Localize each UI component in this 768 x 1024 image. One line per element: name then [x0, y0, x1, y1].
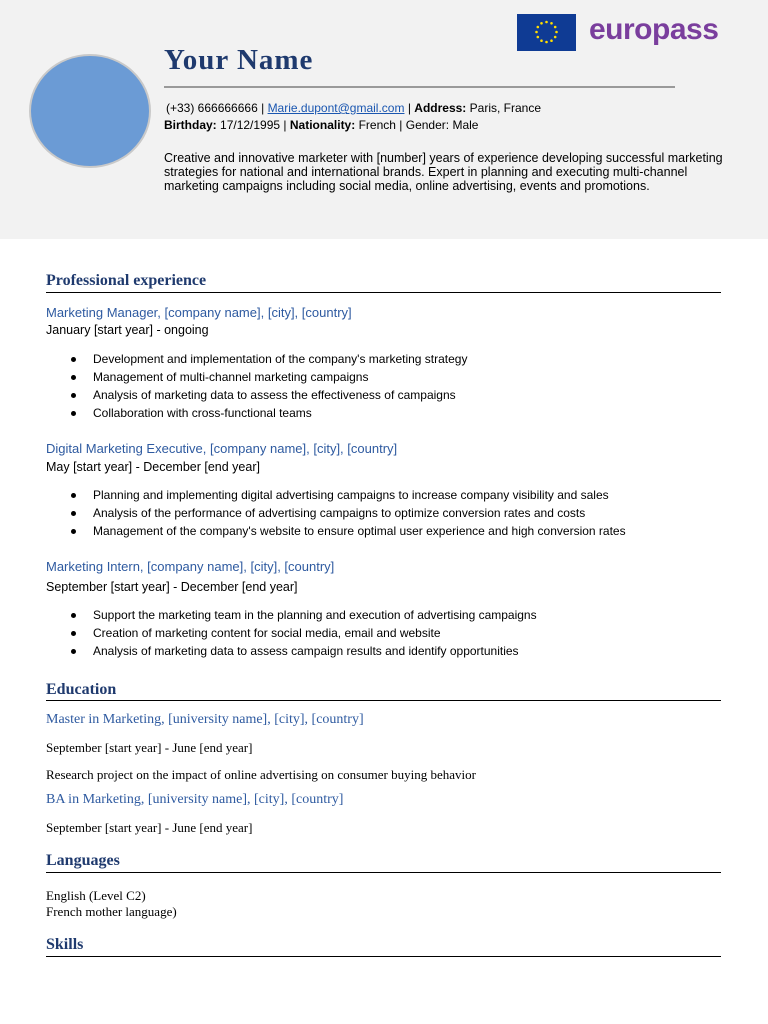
list-item: Management of the company's website to ensure optimal user experience and high conversion rates — [46, 522, 626, 540]
job-title: Marketing Manager, [company name], [city], [country] — [46, 305, 352, 320]
profile-summary: Creative and innovative marketer with [number] years of experience developing successful marketing strategies for national and international brands. Expert in planning and executing multi-channel marketing campaigns including social media, online advertising, events and promotions. — [164, 151, 723, 193]
job-duties-list — [46, 486, 626, 540]
section-title-skills: Skills — [46, 936, 84, 953]
language-item: French mother language) — [46, 904, 177, 919]
nationality-label: Nationality: — [289, 118, 356, 132]
degree-title: BA in Marketing, [university name], [city], [country] — [46, 792, 344, 807]
degree-title: Master in Marketing, [university name], [city], [country] — [46, 712, 364, 727]
list-item: Collaboration with cross-functional teams — [46, 404, 467, 422]
degree-dates: September [start year] - June [end year] — [46, 820, 253, 835]
email-link[interactable]: Marie.dupont@gmail.com — [267, 101, 405, 115]
job-dates: September [start year] - December [end year] — [46, 580, 298, 594]
section-title-education: Education — [46, 681, 117, 698]
eu-stars-icon — [517, 14, 576, 51]
eu-flag-icon — [517, 14, 576, 51]
job-duties-list — [46, 350, 467, 422]
phone: (+33) 666666666 — [166, 101, 258, 115]
list-item: Management of multi-channel marketing campaigns — [46, 368, 467, 386]
degree-dates: September [start year] - June [end year] — [46, 740, 253, 755]
job-title: Marketing Intern, [company name], [city], [country] — [46, 559, 335, 574]
list-item: Development and implementation of the company's marketing strategy — [46, 350, 467, 368]
list-item: Creation of marketing content for social media, email and website — [46, 624, 537, 642]
nationality: French — [358, 118, 396, 132]
section-divider — [46, 292, 721, 293]
section-divider — [46, 956, 721, 957]
address-label: Address: — [414, 101, 467, 115]
personal-line: Birthday: 17/12/1995 | Nationality: French | Gender: Male — [164, 118, 479, 132]
name-divider — [164, 86, 675, 88]
section-title-languages: Languages — [46, 852, 120, 869]
job-dates: May [start year] - December [end year] — [46, 460, 260, 474]
list-item: Analysis of marketing data to assess the effectiveness of campaigns — [46, 386, 467, 404]
profile-header — [0, 0, 768, 239]
address: Paris, France — [469, 101, 541, 115]
job-dates: January [start year] - ongoing — [46, 323, 209, 337]
avatar — [29, 54, 151, 168]
language-item: English (Level C2) — [46, 888, 146, 903]
list-item: Planning and implementing digital advertising campaigns to increase company visibility and sales — [46, 486, 626, 504]
list-item: Support the marketing team in the planning and execution of advertising campaigns — [46, 606, 537, 624]
europass-logo: europass — [589, 13, 719, 46]
section-divider — [46, 700, 721, 701]
list-item: Analysis of the performance of advertising campaigns to optimize conversion rates and costs — [46, 504, 626, 522]
degree-note: Research project on the impact of online advertising on consumer buying behavior — [46, 767, 476, 782]
section-title-experience: Professional experience — [46, 272, 207, 289]
job-duties-list — [46, 606, 537, 660]
birthday: 17/12/1995 — [220, 118, 281, 132]
section-divider — [46, 872, 721, 873]
birthday-label: Birthday: — [164, 118, 217, 132]
gender: Gender: Male — [405, 118, 479, 132]
person-name: Your Name — [164, 44, 314, 76]
contact-line: (+33) 666666666 | Marie.dupont@gmail.com | Address: Paris, France — [166, 101, 541, 115]
job-title: Digital Marketing Executive, [company name], [city], [country] — [46, 441, 398, 456]
list-item: Analysis of marketing data to assess campaign results and identify opportunities — [46, 642, 537, 660]
